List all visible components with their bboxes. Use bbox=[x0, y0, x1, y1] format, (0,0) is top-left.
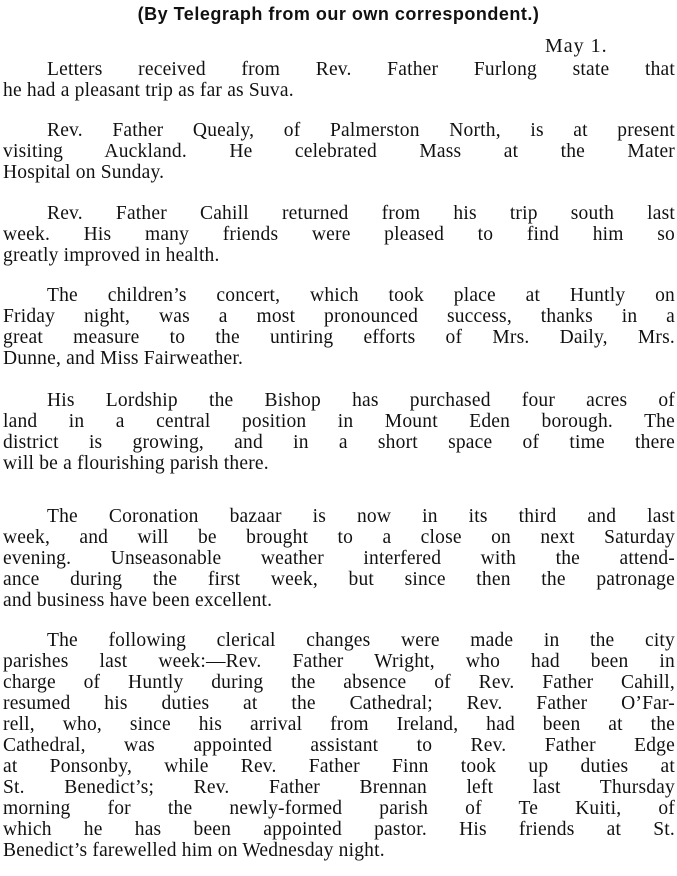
paragraph-line: Dunne, and Miss Fairweather. bbox=[3, 348, 244, 369]
paragraph-line: rell, who, since his arrival from Ireland, had been at the bbox=[3, 714, 675, 735]
paragraph-line: Hospital on Sunday. bbox=[3, 162, 165, 183]
paragraph-line: Benedict’s farewelled him on Wednesday night. bbox=[3, 840, 385, 861]
paragraph-line: week, and will be brought to a close on next Saturday bbox=[3, 527, 675, 548]
paragraph-line: The children’s concert, which took place at Huntly on bbox=[47, 285, 675, 306]
paragraph-line: parishes last week:—Rev. Father Wright, who had been in bbox=[3, 651, 675, 672]
paragraph-quealy bbox=[3, 120, 675, 183]
paragraph-bazaar bbox=[3, 506, 675, 611]
paragraph-line: week. His many friends were pleased to find him so bbox=[3, 224, 675, 245]
paragraph-furlong bbox=[3, 59, 675, 101]
paragraph-line: district is growing, and in a short space of time there bbox=[3, 432, 675, 453]
paragraph-line: The following clerical changes were made in the city bbox=[47, 630, 675, 651]
paragraph-line: morning for the newly-formed parish of Te Kuiti, of bbox=[3, 798, 675, 819]
paragraph-line: land in a central position in Mount Eden borough. The bbox=[3, 411, 675, 432]
paragraph-line: at Ponsonby, while Rev. Father Finn took up duties at bbox=[3, 756, 675, 777]
paragraph-line: St. Benedict’s; Rev. Father Brennan left last Thursday bbox=[3, 777, 675, 798]
paragraph-line: greatly improved in health. bbox=[3, 245, 220, 266]
paragraph-line: and business have been excellent. bbox=[3, 590, 273, 611]
paragraph-cahill bbox=[3, 203, 675, 266]
dateline: May 1. bbox=[545, 35, 608, 57]
paragraph-line: will be a flourishing parish there. bbox=[3, 453, 269, 474]
paragraph-line: His Lordship the Bishop has purchased four acres of bbox=[47, 390, 675, 411]
paragraph-line: Rev. Father Cahill returned from his trip south last bbox=[47, 203, 675, 224]
paragraph-concert bbox=[3, 285, 675, 369]
paragraph-line: he had a pleasant trip as far as Suva. bbox=[3, 80, 294, 101]
paragraph-bishop bbox=[3, 390, 675, 474]
paragraph-line: Friday night, was a most pronounced success, thanks in a bbox=[3, 306, 675, 327]
paragraph-clerical-changes bbox=[3, 630, 675, 861]
paragraph-line: evening. Unseasonable weather interfered with the attend- bbox=[3, 548, 675, 569]
paragraph-line: The Coronation bazaar is now in its third and last bbox=[47, 506, 675, 527]
paragraph-line: ance during the first week, but since then the patronage bbox=[3, 569, 675, 590]
paragraph-line: Cathedral, was appointed assistant to Rev. Father Edge bbox=[3, 735, 675, 756]
paragraph-line: charge of Huntly during the absence of Rev. Father Cahill, bbox=[3, 672, 675, 693]
paragraph-line: resumed his duties at the Cathedral; Rev. Father O’Far- bbox=[3, 693, 675, 714]
paragraph-line: great measure to the untiring efforts of Mrs. Daily, Mrs. bbox=[3, 327, 675, 348]
paragraph-line: visiting Auckland. He celebrated Mass at the Mater bbox=[3, 141, 675, 162]
column-header: (By Telegraph from our own correspondent.) bbox=[137, 4, 540, 24]
paragraph-line: Rev. Father Quealy, of Palmerston North, is at present bbox=[47, 120, 675, 141]
paragraph-line: Letters received from Rev. Father Furlong state that bbox=[47, 59, 675, 80]
paragraph-line: which he has been appointed pastor. His friends at St. bbox=[3, 819, 675, 840]
